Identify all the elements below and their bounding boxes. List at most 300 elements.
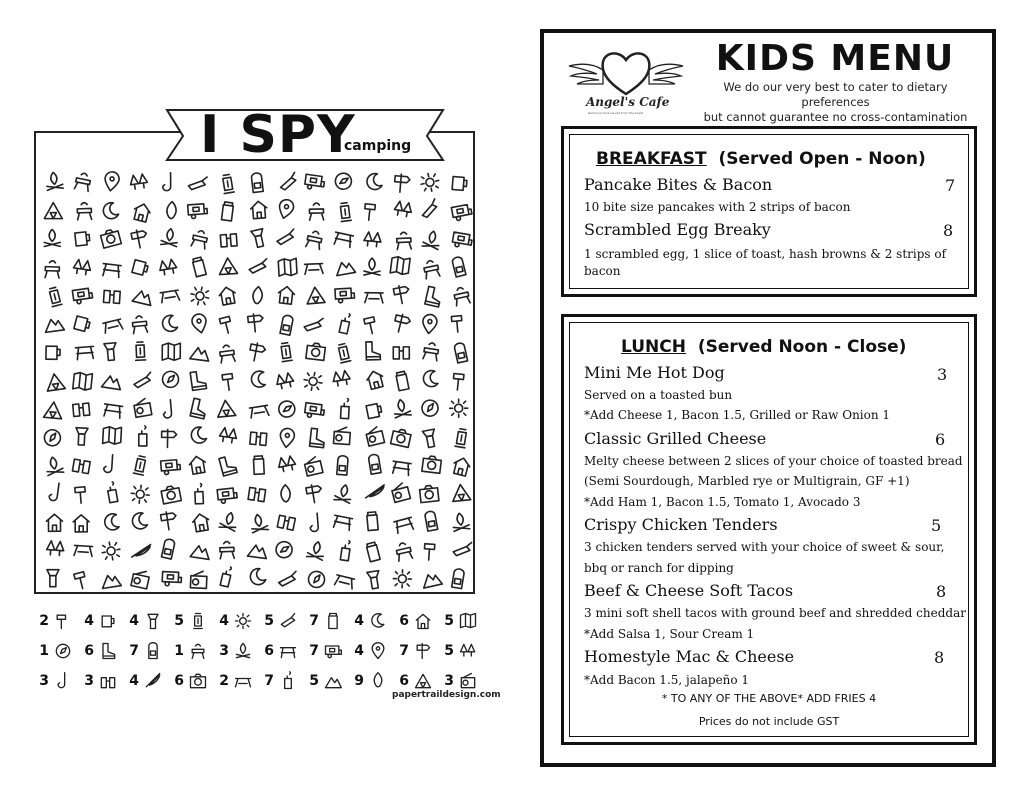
ispy-icon-grid xyxy=(38,167,475,592)
sun-icon xyxy=(302,371,323,392)
binoculars-icon xyxy=(220,234,237,247)
hammer-icon xyxy=(53,611,73,631)
cabin-icon xyxy=(277,286,295,305)
mountains-icon xyxy=(421,572,442,588)
menu-item-name: Scrambled Egg Breaky xyxy=(584,220,771,239)
pocket-knife-icon xyxy=(249,257,267,275)
count-number: 4 xyxy=(354,643,364,659)
cabin-icon xyxy=(365,369,385,389)
campfire-icon xyxy=(44,229,60,246)
tent-icon xyxy=(219,257,238,274)
lunch-title: LUNCH xyxy=(621,337,686,357)
map-icon xyxy=(278,258,297,276)
camera-icon xyxy=(419,485,439,503)
count-item xyxy=(261,641,306,661)
campfire-icon xyxy=(233,641,253,661)
hiking-boot-icon xyxy=(190,398,208,419)
pocket-knife-icon xyxy=(419,199,438,218)
menu-item-desc: Melty cheese between 2 slices of your choice of toasted bread xyxy=(584,454,963,468)
fishing-hook-icon xyxy=(162,400,171,419)
tent-icon xyxy=(451,484,470,502)
picnic-table-icon xyxy=(394,517,414,533)
menu-item-desc: *Add Bacon 1.5, jalapeño 1 xyxy=(584,673,750,687)
hammer-icon xyxy=(364,317,377,335)
count-number: 7 xyxy=(309,613,319,629)
stove-icon xyxy=(306,230,323,250)
pocket-knife-icon xyxy=(303,314,323,334)
campfire-icon xyxy=(451,512,470,531)
menu-item-name: Beef & Cheese Soft Tacos xyxy=(584,581,794,600)
flashlight-icon xyxy=(75,428,88,446)
count-number: 4 xyxy=(219,613,229,629)
flashlight-icon xyxy=(422,429,437,448)
count-number: 4 xyxy=(354,613,364,629)
lighter-icon xyxy=(220,566,232,587)
count-number: 3 xyxy=(219,643,229,659)
binoculars-icon xyxy=(250,432,267,445)
map-icon xyxy=(162,343,180,360)
lighter-icon xyxy=(339,313,351,334)
thermos-icon xyxy=(192,257,206,277)
count-row xyxy=(36,606,486,636)
fire-icon xyxy=(368,671,388,691)
backpack-icon xyxy=(161,538,175,559)
count-item xyxy=(126,671,171,691)
mug-icon xyxy=(132,260,149,276)
backpack-icon xyxy=(368,454,381,474)
trees-icon xyxy=(363,232,381,248)
count-number: 7 xyxy=(399,643,409,659)
binoculars-icon xyxy=(72,459,90,473)
stove-icon xyxy=(219,344,235,363)
count-item xyxy=(171,641,216,661)
count-item xyxy=(396,671,441,691)
cabin-icon xyxy=(218,286,237,306)
count-number: 6 xyxy=(174,673,184,689)
hiking-boot-icon xyxy=(366,342,380,360)
radio-icon xyxy=(391,482,411,502)
count-number: 6 xyxy=(84,643,94,659)
fishing-hook-icon xyxy=(309,513,318,532)
radio-icon xyxy=(131,569,150,589)
sun-icon xyxy=(100,540,121,561)
pocket-knife-icon xyxy=(278,611,298,631)
cafe-tagline: Delicious food served from the heart xyxy=(588,111,644,115)
fire-icon xyxy=(166,201,176,219)
signpost-icon xyxy=(248,342,266,363)
campfire-icon xyxy=(219,511,239,531)
backpack-icon xyxy=(143,641,163,661)
lunch-section xyxy=(561,314,977,745)
map-pin-icon xyxy=(277,198,295,220)
count-item xyxy=(126,641,171,661)
camper-icon xyxy=(335,288,355,303)
binoculars-icon xyxy=(73,403,90,416)
compass-icon xyxy=(275,540,294,559)
binoculars-icon xyxy=(103,290,120,303)
lantern-icon xyxy=(337,343,351,363)
picnic-table-icon xyxy=(333,232,353,247)
sun-icon xyxy=(130,484,150,504)
lunch-heading xyxy=(621,337,906,357)
trees-icon xyxy=(46,541,64,556)
mug-icon xyxy=(366,403,382,419)
radio-icon xyxy=(133,398,152,417)
menu-item-desc: bbq or ranch for dipping xyxy=(584,561,734,575)
fire-icon xyxy=(281,485,291,502)
compass-icon xyxy=(278,400,296,418)
kayak-icon xyxy=(143,671,163,691)
dietary-note xyxy=(688,80,983,125)
binoculars-icon xyxy=(248,487,266,501)
lantern-icon xyxy=(135,342,146,360)
breakfast-hours: (Served Open - Noon) xyxy=(718,149,926,169)
mountains-icon xyxy=(44,318,64,332)
table-icon xyxy=(335,575,355,589)
tent-icon xyxy=(413,671,433,691)
trees-icon xyxy=(275,372,295,389)
menu-item-price: 7 xyxy=(945,176,956,195)
thermos-icon xyxy=(221,202,233,221)
thermos-icon xyxy=(366,542,380,562)
compass-icon xyxy=(421,399,440,418)
compass-icon xyxy=(53,641,73,661)
count-item xyxy=(441,671,486,691)
breakfast-section xyxy=(561,126,977,297)
lighter-icon xyxy=(139,426,147,446)
camera-icon xyxy=(100,228,122,248)
signpost-icon xyxy=(160,511,178,531)
site-credit: papertraildesign.com xyxy=(392,690,501,700)
signpost-icon xyxy=(306,483,324,503)
cabin-icon xyxy=(132,202,152,222)
radio-icon xyxy=(190,571,207,589)
signpost-icon xyxy=(248,313,265,332)
dietary-note-line-2: but cannot guarantee no cross-contamination xyxy=(703,110,968,124)
camper-icon xyxy=(162,572,182,587)
menu-item-name: Mini Me Hot Dog xyxy=(584,363,725,382)
mountains-icon xyxy=(335,260,356,275)
moon-icon xyxy=(423,371,437,387)
count-number: 6 xyxy=(399,673,409,689)
stove-icon xyxy=(423,259,440,279)
sun-icon xyxy=(189,285,211,307)
count-item xyxy=(441,641,486,661)
mountains-icon xyxy=(190,347,210,361)
count-number: 7 xyxy=(129,643,139,659)
camera-icon xyxy=(161,485,182,504)
menu-item-desc: 3 chicken tenders served with your choice of sweet & sour, xyxy=(584,540,945,554)
dietary-note-line-1: We do our very best to cater to dietary preferences xyxy=(723,80,948,109)
stove-icon xyxy=(309,203,323,220)
menu-item-price: 3 xyxy=(937,365,948,384)
count-number: 3 xyxy=(39,673,49,689)
menu-item-desc: Served on a toasted bun xyxy=(584,388,733,402)
kayak-icon xyxy=(366,482,385,501)
signpost-icon xyxy=(161,429,176,447)
count-item xyxy=(261,611,306,631)
stove-icon xyxy=(397,232,412,250)
moon-icon xyxy=(249,567,267,586)
moon-icon xyxy=(368,611,388,631)
fishing-hook-icon xyxy=(163,173,171,191)
count-item xyxy=(81,611,126,631)
kayak-icon xyxy=(132,541,151,560)
map-pin-icon xyxy=(103,171,120,192)
gst-note: Prices do not include GST xyxy=(698,715,840,728)
map-icon xyxy=(103,426,122,444)
menu-item-desc: *Add Ham 1, Bacon 1.5, Tomato 1, Avocado 3 xyxy=(584,495,861,509)
thermos-icon xyxy=(253,456,264,474)
menu-item-desc: 1 scrambled egg, 1 slice of toast, hash browns & 2 strips of xyxy=(584,247,947,261)
camera-icon xyxy=(422,455,442,473)
sun-icon xyxy=(419,172,440,193)
count-number: 5 xyxy=(444,643,454,659)
count-item xyxy=(261,671,306,691)
campfire-icon xyxy=(334,483,353,503)
mountains-icon xyxy=(190,545,211,560)
count-item xyxy=(81,671,126,691)
camera-icon xyxy=(188,671,208,691)
stove-icon xyxy=(77,202,92,219)
menu-item-desc: 10 bite size pancakes with 2 strips of bacon xyxy=(584,200,851,214)
picnic-table-icon xyxy=(75,346,94,359)
campfire-icon xyxy=(307,540,326,560)
campfire-icon xyxy=(422,229,441,249)
pocket-knife-icon xyxy=(134,371,151,388)
map-icon xyxy=(458,611,478,631)
lighter-icon xyxy=(106,482,117,503)
trees-icon xyxy=(73,259,92,275)
flashlight-icon xyxy=(251,229,267,248)
radio-icon xyxy=(333,426,350,444)
backpack-icon xyxy=(251,173,263,193)
count-number: 6 xyxy=(264,643,274,659)
trees-icon xyxy=(277,455,296,472)
flashlight-icon xyxy=(143,611,163,631)
menu-item-desc: bacon xyxy=(584,264,621,278)
count-number: 3 xyxy=(444,673,454,689)
flashlight-icon xyxy=(47,570,59,587)
hiking-boot-icon xyxy=(190,371,206,391)
fishing-hook-icon xyxy=(53,671,73,691)
menu-item-desc: 3 mini soft shell tacos with ground beef and shredded cheddar xyxy=(584,606,966,620)
picnic-table-icon xyxy=(392,461,411,475)
hammer-icon xyxy=(424,544,435,561)
campfire-icon xyxy=(161,228,179,247)
stove-icon xyxy=(220,541,235,559)
table-icon xyxy=(233,671,253,691)
count-item xyxy=(396,641,441,661)
menu-item-name: Homestyle Mac & Cheese xyxy=(584,647,795,666)
lighter-icon xyxy=(340,540,351,561)
map-icon xyxy=(390,256,410,275)
count-number: 2 xyxy=(219,673,229,689)
campfire-icon xyxy=(249,513,268,533)
cabin-icon xyxy=(46,514,62,531)
mug-icon xyxy=(98,611,118,631)
count-number: 5 xyxy=(444,613,454,629)
mountains-icon xyxy=(132,289,153,305)
trees-icon xyxy=(332,370,351,387)
mug-icon xyxy=(74,316,91,332)
table-icon xyxy=(160,290,179,303)
pocket-knife-icon xyxy=(277,228,294,245)
ispy-count-key xyxy=(36,606,486,696)
compass-icon xyxy=(308,571,326,589)
picnic-table-icon xyxy=(103,404,123,418)
menu-item-desc: (Semi Sourdough, Marbled rye or Multigrain, GF +1) xyxy=(584,474,910,488)
count-number: 4 xyxy=(84,613,94,629)
count-item xyxy=(306,641,351,661)
signpost-icon xyxy=(131,228,149,249)
count-item xyxy=(36,671,81,691)
count-item xyxy=(216,641,261,661)
flashlight-icon xyxy=(104,343,117,361)
signpost-icon xyxy=(394,174,410,193)
hiking-boot-icon xyxy=(425,286,443,307)
count-item xyxy=(81,641,126,661)
radio-icon xyxy=(304,456,323,476)
compass-icon xyxy=(43,429,61,447)
hammer-icon xyxy=(75,487,86,504)
signpost-icon xyxy=(413,641,433,661)
camper-icon xyxy=(452,232,473,249)
camper-icon xyxy=(161,460,181,475)
count-number: 4 xyxy=(129,673,139,689)
cabin-icon xyxy=(188,455,207,474)
count-number: 5 xyxy=(174,613,184,629)
count-number: 9 xyxy=(354,673,364,689)
menu-item-price: 8 xyxy=(934,648,945,667)
thermos-icon xyxy=(323,611,343,631)
fire-icon xyxy=(252,286,263,304)
campfire-icon xyxy=(44,456,63,476)
camper-icon xyxy=(217,488,237,504)
lunch-hours: (Served Noon - Close) xyxy=(697,337,907,357)
count-item xyxy=(171,671,216,691)
map-pin-icon xyxy=(191,313,209,335)
compass-icon xyxy=(334,172,353,191)
camper-icon xyxy=(323,641,343,661)
moon-icon xyxy=(366,173,382,191)
count-number: 7 xyxy=(309,643,319,659)
binoculars-icon xyxy=(98,671,118,691)
stove-icon xyxy=(45,261,59,278)
mountains-icon xyxy=(323,671,343,691)
hammer-icon xyxy=(222,374,234,391)
map-pin-icon xyxy=(368,641,388,661)
lighter-icon xyxy=(341,398,350,418)
flashlight-icon xyxy=(367,571,381,590)
moon-icon xyxy=(102,202,119,220)
binoculars-icon xyxy=(277,515,295,530)
picnic-table-icon xyxy=(333,515,353,530)
lantern-icon xyxy=(280,342,292,361)
menu-item-price: 6 xyxy=(935,430,946,449)
count-item xyxy=(351,611,396,631)
ispy-puzzle-area xyxy=(34,131,475,594)
stove-icon xyxy=(423,342,439,361)
campfire-icon xyxy=(45,171,63,190)
picnic-table-icon xyxy=(278,641,298,661)
stove-icon xyxy=(191,229,208,249)
count-item xyxy=(36,611,81,631)
pocket-knife-icon xyxy=(279,172,297,190)
count-item xyxy=(216,611,261,631)
count-number: 5 xyxy=(264,613,274,629)
table-icon xyxy=(103,319,123,333)
table-icon xyxy=(305,264,323,275)
stove-icon xyxy=(74,172,91,191)
hammer-icon xyxy=(451,316,462,333)
pocket-knife-icon xyxy=(188,173,207,192)
hiking-boot-icon xyxy=(310,428,326,447)
moon-icon xyxy=(105,514,120,530)
count-item xyxy=(441,611,486,631)
tent-icon xyxy=(45,373,65,391)
lantern-icon xyxy=(133,455,147,475)
moon-icon xyxy=(251,370,267,388)
camper-icon xyxy=(304,403,325,419)
signpost-icon xyxy=(393,313,412,334)
count-item xyxy=(171,611,216,631)
trees-icon xyxy=(394,201,413,218)
menu-item-price: 8 xyxy=(943,221,954,240)
count-row xyxy=(36,636,486,666)
trees-icon xyxy=(219,427,238,443)
pocket-knife-icon xyxy=(278,570,296,588)
cabin-icon xyxy=(250,201,267,219)
compass-icon xyxy=(162,371,178,387)
count-number: 7 xyxy=(264,673,274,689)
menu-item-desc: *Add Cheese 1, Bacon 1.5, Grilled or Raw Onion 1 xyxy=(584,408,891,422)
count-item xyxy=(351,671,396,691)
backpack-icon xyxy=(280,315,294,336)
menu-item-price: 8 xyxy=(936,582,947,601)
tent-icon xyxy=(44,203,62,219)
lighter-icon xyxy=(195,484,204,504)
map-pin-icon xyxy=(422,314,438,334)
thermos-icon xyxy=(367,512,379,531)
moon-icon xyxy=(132,512,148,530)
sun-icon xyxy=(233,611,253,631)
fishing-hook-icon xyxy=(49,482,59,501)
backpack-icon xyxy=(452,568,465,588)
count-item xyxy=(36,641,81,661)
lantern-icon xyxy=(455,428,468,447)
trees-icon xyxy=(158,259,177,276)
menu-item-name: Classic Grilled Cheese xyxy=(584,429,767,448)
sun-icon xyxy=(393,570,411,588)
stove-icon xyxy=(132,315,148,333)
mountains-icon xyxy=(102,375,123,390)
mug-icon xyxy=(46,346,60,359)
count-number: 6 xyxy=(399,613,409,629)
table-icon xyxy=(250,405,269,418)
sun-icon xyxy=(450,399,468,417)
radio-icon xyxy=(365,426,384,446)
mountains-icon xyxy=(101,574,122,589)
backpack-icon xyxy=(424,511,437,532)
thermos-icon xyxy=(396,371,409,391)
stove-icon xyxy=(188,641,208,661)
breakfast-heading xyxy=(596,149,926,169)
hammer-icon xyxy=(364,204,376,221)
hiking-boot-icon xyxy=(219,455,237,476)
hammer-icon xyxy=(74,572,88,590)
lantern-icon xyxy=(339,202,351,221)
